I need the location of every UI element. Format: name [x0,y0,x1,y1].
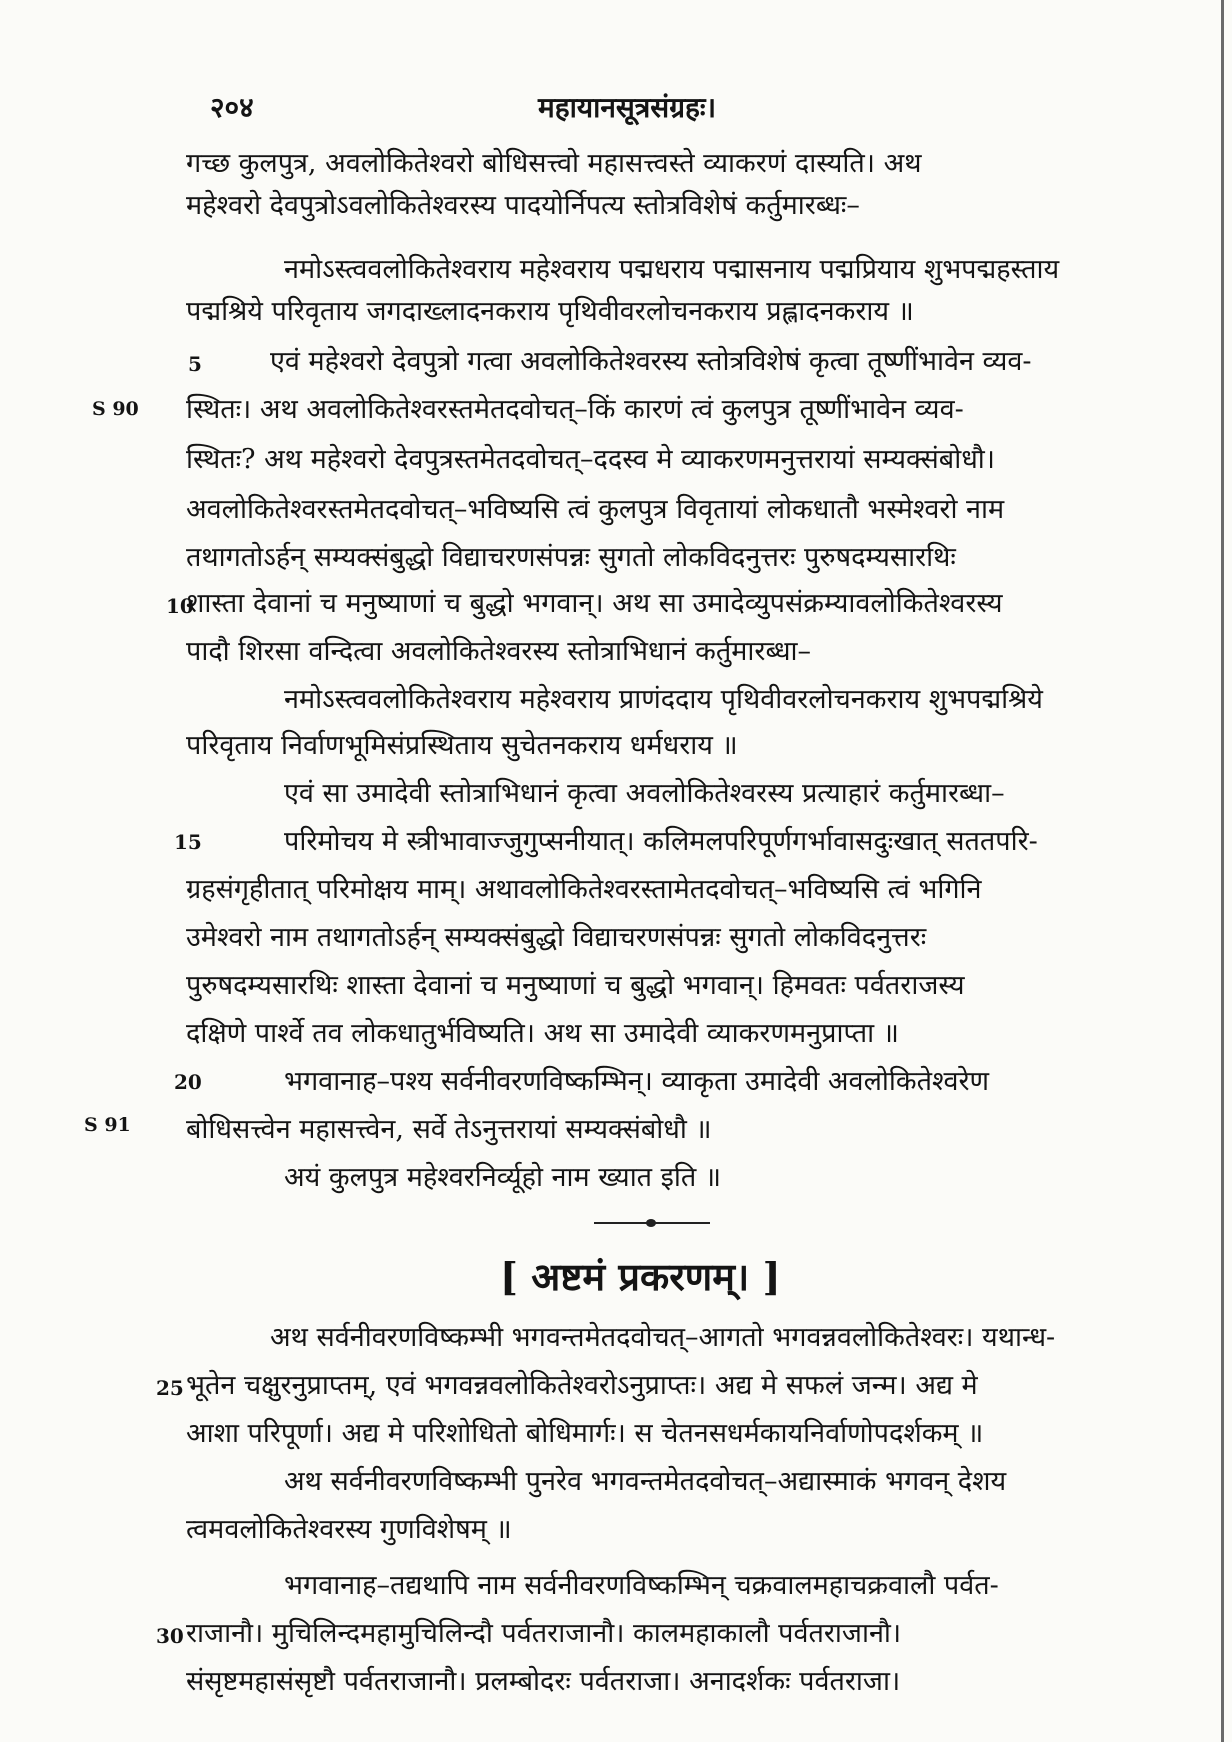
text-line: गच्छ कुलपुत्र, अवलोकितेश्वरो बोधिसत्त्वो महासत्त्वस्ते व्याकरणं दास्यति। अथ [186,148,922,179]
text-line: एवं महेश्वरो देवपुत्रो गत्वा अवलोकितेश्वरस्य स्तोत्रविशेषं कृत्वा तूष्णींभावेन व्यव- [270,346,1032,377]
text-line: अथ सर्वनीवरणविष्कम्भी भगवन्तमेतदवोचत्–आगतो भगवन्नवलोकितेश्वरः। यथान्ध- [270,1322,1056,1353]
text-line: परिमोचय मे स्त्रीभावाज्जुगुप्सनीयात्। कलिमलपरिपूर्णगर्भावासदुःखात् सततपरि- [284,826,1038,857]
text-line: पद्मश्रिये परिवृताय जगदाख्लादनकराय पृथिवीवरलोचनकराय प्रह्लादनकराय ॥ [186,296,914,327]
text-line: स्थितः? अथ महेश्वरो देवपुत्रस्तमेतदवोचत्–ददस्व मे व्याकरणमनुत्तरायां सम्यक्संबोधौ। [186,444,996,475]
text-line: महेश्वरो देवपुत्रोऽवलोकितेश्वरस्य पादयोर्निपत्य स्तोत्रविशेषं कर्तुमारब्धः– [186,190,860,221]
text-line: एवं सा उमादेवी स्तोत्राभिधानं कृत्वा अवलोकितेश्वरस्य प्रत्याहारं कर्तुमारब्धा– [284,778,1005,809]
line-number: 10 [166,594,194,618]
section-divider [594,1222,710,1224]
text-line: अथ सर्वनीवरणविष्कम्भी पुनरेव भगवन्तमेतदवोचत्–अद्यास्माकं भगवन् देशय [284,1466,1007,1497]
text-line: भूतेन चक्षुरनुप्राप्तम्, एवं भगवन्नवलोकितेश्वरोऽनुप्राप्तः। अद्य मे सफलं जन्म। अद्य मे [186,1370,978,1401]
text-line: नमोऽस्त्ववलोकितेश्वराय महेश्वराय प्राणंददाय पृथिवीवरलोचनकराय शुभपद्मश्रिये [284,684,1043,715]
line-number: 30 [156,1624,184,1648]
text-line: आशा परिपूर्णा। अद्य मे परिशोधितो बोधिमार्गः। स चेतनसधर्मकायनिर्वाणोपदर्शकम् ॥ [186,1418,984,1449]
page-number: २०४ [210,91,254,124]
margin-reference: S 91 [84,1114,131,1136]
text-line: ग्रहसंगृहीतात् परिमोक्षय माम्। अथावलोकितेश्वरस्तामेतदवोचत्–भविष्यसि त्वं भगिनि [186,874,982,905]
chapter-heading: [ अष्टमं प्रकरणम्। ] [500,1254,781,1299]
line-number: 20 [174,1070,202,1094]
text-line: भगवानाह–पश्य सर्वनीवरणविष्कम्भिन्। व्याकृता उमादेवी अवलोकितेश्वरेण [284,1066,990,1097]
text-line: बोधिसत्त्वेन महासत्त्वेन, सर्वे तेऽनुत्तरायां सम्यक्संबोधौ ॥ [186,1114,712,1145]
text-line: संसृष्टमहासंसृष्टौ पर्वतराजानौ। प्रलम्बोदरः पर्वतराजा। अनादर्शकः पर्वतराजा। [186,1666,901,1697]
margin-reference: S 90 [92,398,139,420]
running-title: महायानसूत्रसंग्रहः। [538,91,717,124]
text-line: उमेश्वरो नाम तथागतोऽर्हन् सम्यक्संबुद्धो विद्याचरणसंपन्नः सुगतो लोकविदनुत्तरः [186,922,927,953]
text-line: नमोऽस्त्ववलोकितेश्वराय महेश्वराय पद्मधराय पद्मासनाय पद्मप्रियाय शुभपद्महस्ताय [284,254,1060,285]
line-number: 5 [188,352,202,376]
line-number: 15 [174,830,202,854]
text-line: राजानौ। मुचिलिन्दमहामुचिलिन्दौ पर्वतराजानौ। कालमहाकालौ पर्वतराजानौ। [186,1618,902,1649]
page-edge [1221,0,1224,1742]
text-line: दक्षिणे पार्श्वे तव लोकधातुर्भविष्यति। अथ सा उमादेवी व्याकरणमनुप्राप्ता ॥ [186,1018,899,1049]
text-line: स्थितः। अथ अवलोकितेश्वरस्तमेतदवोचत्–किं कारणं त्वं कुलपुत्र तूष्णींभावेन व्यव- [186,394,964,425]
text-line: शास्ता देवानां च मनुष्याणां च बुद्धो भगवान्। अथ सा उमादेव्युपसंक्रम्यावलोकितेश्वरस्य [186,588,1003,619]
text-line: त्वमवलोकितेश्वरस्य गुणविशेषम् ॥ [186,1514,512,1545]
text-line: पादौ शिरसा वन्दित्वा अवलोकितेश्वरस्य स्तोत्राभिधानं कर्तुमारब्धा– [186,636,812,667]
text-line: अवलोकितेश्वरस्तमेतदवोचत्–भविष्यसि त्वं कुलपुत्र विवृतायां लोकधातौ भस्मेश्वरो नाम [186,494,1005,525]
line-number: 25 [156,1376,184,1400]
text-line: अयं कुलपुत्र महेश्वरनिर्व्यूहो नाम ख्यात इति ॥ [284,1162,722,1193]
text-line: तथागतोऽर्हन् सम्यक्संबुद्धो विद्याचरणसंपन्नः सुगतो लोकविदनुत्तरः पुरुषदम्यसारथिः [186,542,956,573]
text-line: पुरुषदम्यसारथिः शास्ता देवानां च मनुष्याणां च बुद्धो भगवान्। हिमवतः पर्वतराजस्य [186,970,965,1001]
text-line: भगवानाह–तद्यथापि नाम सर्वनीवरणविष्कम्भिन् चक्रवालमहाचक्रवालौ पर्वत- [284,1570,999,1601]
text-line: परिवृताय निर्वाणभूमिसंप्रस्थिताय सुचेतनकराय धर्मधराय ॥ [186,730,738,761]
